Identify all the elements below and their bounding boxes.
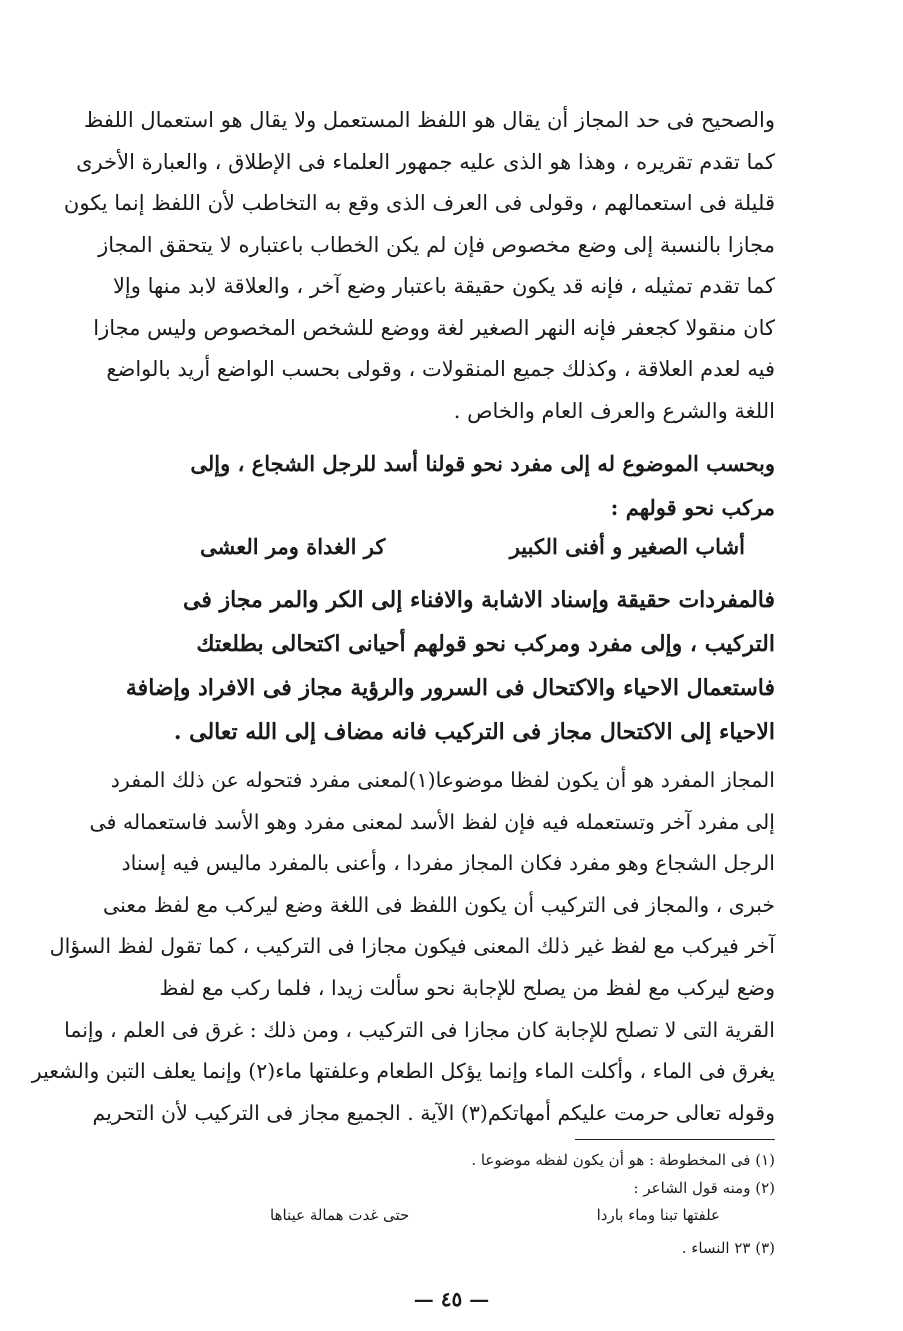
paragraph-explanation [125,578,775,754]
text-line: المجاز المفرد هو أن يكون لفظا موضوعا(١)لمعنى مفرد فتحوله عن ذلك المفرد [110,768,775,792]
text-line: مركب نحو قولهم : [610,495,775,520]
text-line: فالمفردات حقيقة وإسناد الاشابة والافناء إلى الكر والمر مجاز فى [183,587,775,613]
text-line: والصحيح فى حد المجاز أن يقال هو اللفظ المستعمل ولا يقال هو استعمال اللفظ [83,108,775,132]
verse-hemistich-first: أشاب الصغير و أفنى الكبير [509,534,745,559]
footnote-verse [270,1206,720,1224]
paragraph-definition [63,100,775,432]
footnote-verse-first: علفتها تبنا وماء باردا [596,1206,720,1224]
text-line: مجازا بالنسبة إلى وضع مخصوص فإن لم يكن الخطاب باعتباره لا يتحقق المجاز [98,232,775,257]
footnote-verse-second: حتى غدت همالة عيناها [270,1206,410,1224]
text-line: التركيب ، وإلى مفرد ومركب نحو قولهم أحيانى اكتحالى بطلعتك [196,631,775,657]
paragraph-by-meaning [150,442,775,530]
footnotes-continued [390,1234,775,1262]
text-line: الرجل الشجاع وهو مفرد فكان المجاز مفردا ، وأعنى بالمفرد ماليس فيه إسناد [121,851,775,876]
verse-hemistich-second: كر الغداة ومر العشى [200,534,386,559]
poetry-verse [200,534,745,559]
text-line: القرية التى لا تصلح للإجابة كان مجازا فى التركيب ، ومن ذلك : غرق فى العلم ، وإنما [64,1017,775,1042]
text-line: كما تقدم تقريره ، وهذا هو الذى عليه جمهور العلماء فى الإطلاق ، والعبارة الأخرى [76,149,775,174]
text-line: كان منقولا كجعفر فإنه النهر الصغير لغة ووضع للشخص المخصوص وليس مجازا [93,315,775,340]
footnote-1: (١) فى المخطوطة : هو أن يكون لفظه موضوعا . [471,1151,775,1169]
text-line: اللغة والشرع والعرف العام والخاص . [453,398,775,423]
text-line: يغرق فى الماء ، وأكلت الماء وإنما يؤكل الطعام وعلفتها ماء(٢) وإنما يعلف التبن والشعير [31,1059,775,1084]
text-line: فاستعمال الاحياء والاكتحال فى السرور والرؤية مجاز فى الافراد وإضافة [125,675,775,701]
text-line: وقوله تعالى حرمت عليكم أمهاتكم(٣) الآية . الجميع مجاز فى التركيب لأن التحريم [92,1100,775,1125]
text-line: الاحياء إلى الاكتحال مجاز فى التركيب فانه مضاف إلى الله تعالى . [173,719,775,745]
text-line: فيه لعدم العلاقة ، وكذلك جميع المنقولات ، وقولى بحسب الواضع أريد بالواضع [106,357,775,381]
footnote-divider [575,1139,775,1140]
text-line: وبحسب الموضوع له إلى مفرد نحو قولنا أسد للرجل الشجاع ، وإلى [190,451,775,476]
text-line: آخر فيركب مع لفظ غير ذلك المعنى فيكون مجازا فى التركيب ، كما تقول لفظ السؤال [49,934,775,959]
footnote-3: (٣) ٢٣ النساء . [681,1239,775,1257]
text-line: إلى مفرد آخر وتستعمله فيه فإن لفظ الأسد لمعنى مفرد وهو الأسد فاستعماله فى [89,809,775,834]
text-line: كما تقدم تمثيله ، فإنه قد يكون حقيقة باعتبار وضع آخر ، والعلاقة لابد منها وإلا [112,274,775,298]
footnotes [390,1146,775,1202]
text-line: وضع ليركب مع لفظ من يصلح للإجابة نحو سألت زيدا ، فلما ركب مع لفظ [159,975,775,1000]
footnote-2: (٢) ومنه قول الشاعر : [633,1179,775,1197]
paragraph-single-metaphor [31,760,775,1134]
text-line: خبرى ، والمجاز فى التركيب أن يكون اللفظ فى اللغة وضع ليركب مع لفظ معنى [103,892,775,917]
page-number: — ٤٥ — [413,1287,490,1311]
text-line: قليلة فى استعمالهم ، وقولى فى العرف الذى وقع به التخاطب لأن اللفظ إنما يكون [63,191,775,215]
